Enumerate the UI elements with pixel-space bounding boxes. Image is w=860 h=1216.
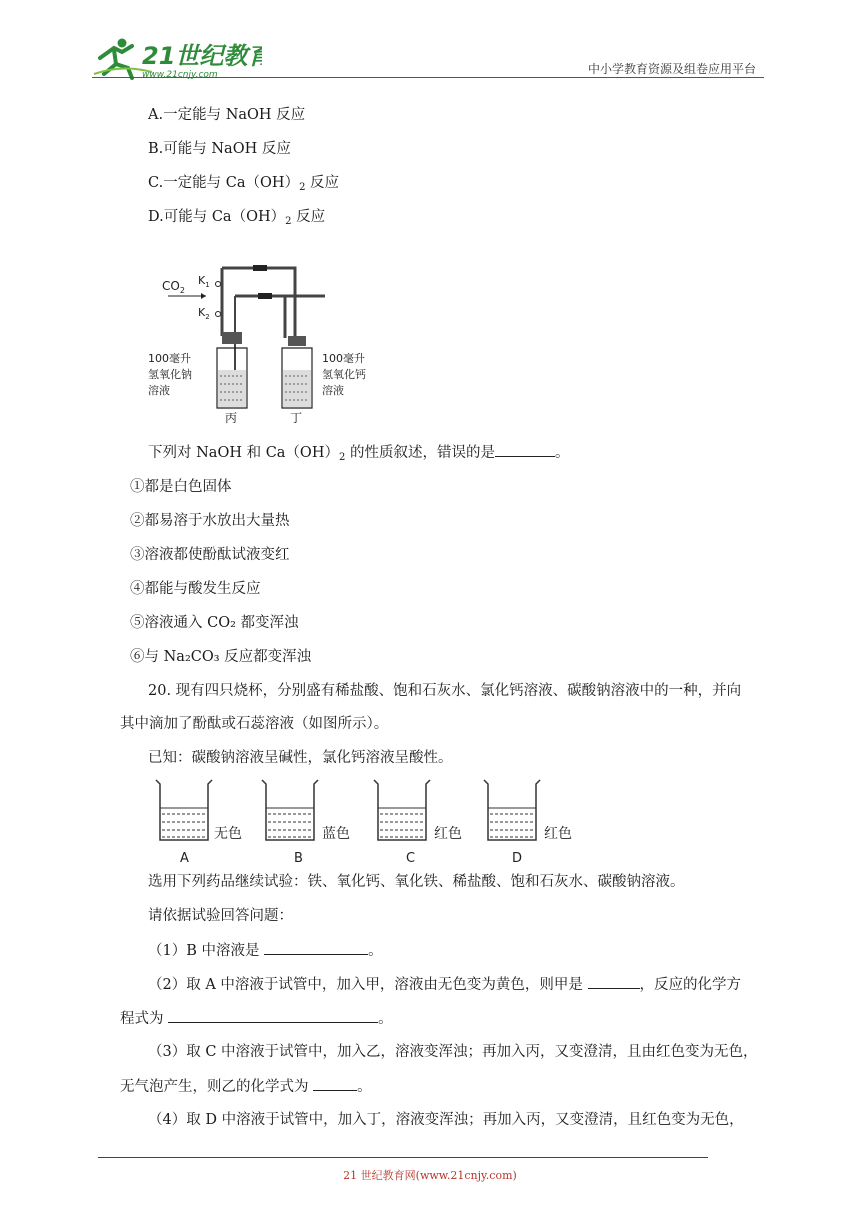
logo-figure-icon bbox=[92, 34, 262, 82]
q20-answer-prompt: 请依据试验回答问题： bbox=[148, 908, 293, 924]
svg-text:溶液: 溶液 bbox=[322, 384, 344, 397]
option-c: C.一定能与 $Ca(OH)_2$ 反应 bbox=[148, 175, 340, 193]
sub2-blank-2[interactable] bbox=[168, 1008, 378, 1023]
svg-text:丁: 丁 bbox=[290, 411, 303, 425]
q20-sub2-line2: 程式为 。 bbox=[120, 1008, 393, 1029]
svg-text:B: B bbox=[294, 851, 303, 866]
footer-divider bbox=[98, 1157, 708, 1158]
svg-text:溶液: 溶液 bbox=[148, 384, 170, 397]
svg-text:K2: $K_2$ bbox=[198, 306, 210, 321]
option-a: A.一定能与 NaOH 反应 bbox=[148, 107, 306, 123]
question-line: 下列对 NaOH 和 $Ca(OH)_2$ 的性质叙述，错误的是 。 bbox=[148, 442, 569, 468]
property-2: ②都易溶于水放出大量热 bbox=[130, 513, 290, 529]
logo-text: 21世纪教育 bbox=[142, 42, 262, 70]
svg-text:红色: 红色 bbox=[434, 826, 462, 842]
svg-text:红色: 红色 bbox=[544, 826, 572, 842]
q20-sub4-line1: （4）取 D 中溶液于试管中，加入丁，溶液变浑浊；再加入丙，又变澄清，且红色变为无色， bbox=[148, 1112, 744, 1128]
option-d: D.可能与 $Ca(OH)_2$ 反应 bbox=[148, 209, 326, 227]
svg-text:100毫升: 100毫升 bbox=[148, 352, 191, 365]
footer-text[interactable]: 21 世纪教育网(www.21cnjy.com) bbox=[343, 1169, 517, 1182]
svg-text:丙: 丙 bbox=[225, 411, 238, 425]
q20-sub3-line1: （3）取 C 中溶液于试管中，加入乙，溶液变浑浊；再加入丙，又变澄清，且由红色变为无色， bbox=[148, 1044, 758, 1060]
sub2-blank-1[interactable] bbox=[588, 974, 640, 989]
q20-line-1: 20. 现有四只烧杯，分别盛有稀盐酸、饱和石灰水、氯化钙溶液、碳酸钠溶液中的一种，并向 bbox=[148, 683, 742, 699]
beaker-a bbox=[156, 780, 242, 866]
sub3-blank[interactable] bbox=[313, 1076, 357, 1091]
answer-blank[interactable] bbox=[495, 442, 555, 457]
svg-text:A: A bbox=[180, 851, 189, 866]
svg-text:蓝色: 蓝色 bbox=[322, 826, 350, 842]
beakers-figure bbox=[150, 774, 590, 866]
q20-select: 选用下列药品继续试验：铁、氧化钙、氧化铁、稀盐酸、饱和石灰水、碳酸钠溶液。 bbox=[148, 874, 685, 890]
svg-text:CO2: $CO_2$ bbox=[162, 279, 185, 295]
svg-text:氢氧化钙: 氢氧化钙 bbox=[322, 368, 366, 381]
q20-line-2: 其中滴加了酚酞或石蕊溶液（如图所示）。 bbox=[120, 716, 389, 732]
svg-text:K1: $K_1$ bbox=[198, 274, 210, 289]
property-5: ⑤溶液通入 CO₂ 都变浑浊 bbox=[130, 615, 299, 631]
clamp-icon bbox=[253, 265, 267, 271]
logo-url: www.21cnjy.com bbox=[142, 70, 218, 80]
beaker-d bbox=[484, 780, 572, 866]
logo bbox=[92, 34, 262, 82]
beaker-b bbox=[262, 780, 350, 866]
header-divider bbox=[92, 77, 764, 78]
apparatus-diagram bbox=[140, 256, 370, 426]
svg-text:氢氧化钠: 氢氧化钠 bbox=[148, 368, 192, 381]
q20-sub1: （1）B 中溶液是 。 bbox=[148, 940, 383, 961]
header-platform-text: 中小学教育资源及组卷应用平台 bbox=[587, 62, 756, 76]
svg-text:C: C bbox=[406, 851, 416, 866]
q20-known: 已知：碳酸钠溶液呈碱性，氯化钙溶液呈酸性。 bbox=[148, 750, 453, 766]
property-4: ④都能与酸发生反应 bbox=[130, 581, 261, 597]
q20-sub3-line2: 无气泡产生，则乙的化学式为 。 bbox=[120, 1076, 372, 1097]
svg-text:D: D bbox=[512, 851, 523, 866]
property-1: ①都是白色固体 bbox=[130, 479, 232, 495]
q20-sub2-line1: （2）取 A 中溶液于试管中，加入甲，溶液由无色变为黄色，则甲是 ，反应的化学方 bbox=[148, 974, 741, 995]
property-3: ③溶液都使酚酞试液变红 bbox=[130, 547, 290, 563]
option-b: B.可能与 NaOH 反应 bbox=[148, 141, 291, 157]
property-6: ⑥与 Na₂CO₃ 反应都变浑浊 bbox=[130, 649, 312, 665]
svg-text:无色: 无色 bbox=[214, 826, 242, 842]
sub1-blank[interactable] bbox=[264, 940, 368, 955]
svg-text:100毫升: 100毫升 bbox=[322, 352, 365, 365]
beaker-c bbox=[374, 780, 462, 866]
